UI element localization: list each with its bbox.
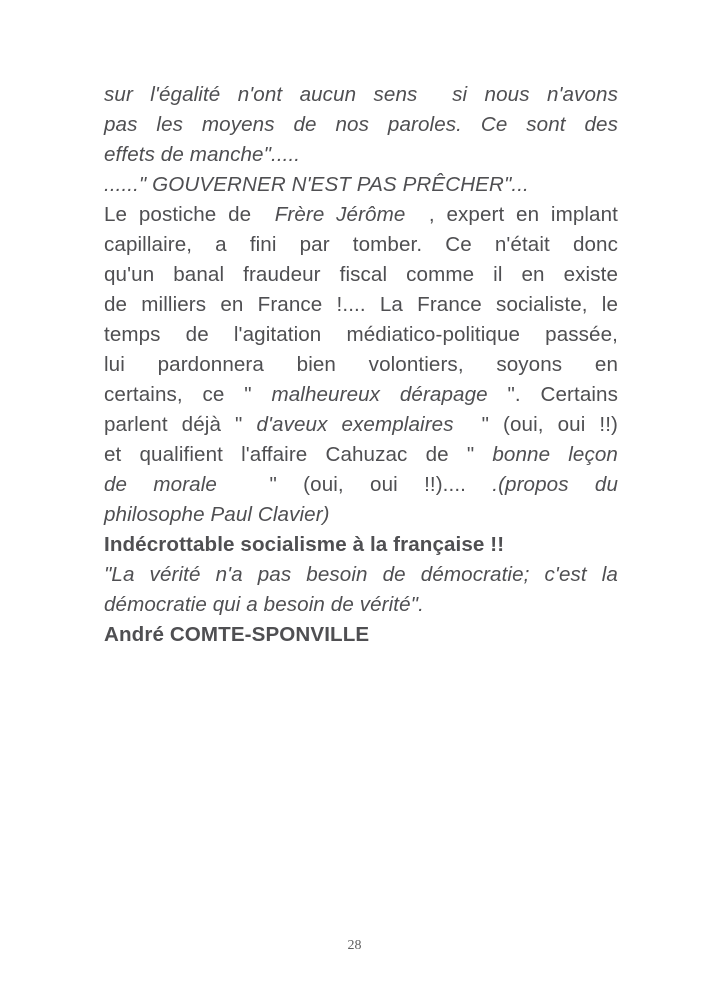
text-segment: André COMTE-SPONVILLE [104,623,370,646]
text-segment: " (oui, oui !!).... [216,473,466,496]
text-line [104,500,618,530]
text-line [104,350,618,380]
text-segment: malheureux dérapage [271,383,488,406]
text-segment: certains, ce " [104,383,272,406]
text-segment: pas les moyens de nos paroles. Ce sont des [104,113,618,136]
text-segment: de morale [104,473,217,496]
text-segment: ". Certains [487,383,618,406]
text-segment: et qualifient l'affaire Cahuzac de " [104,443,493,466]
text-line [104,530,618,560]
text-line [104,590,618,620]
text-segment: Indécrottable socialisme à la française !! [104,533,505,556]
text-line [104,140,618,170]
text-segment: sur l'égalité n'ont aucun sens si nous n'avons [104,83,618,106]
text-line [104,80,618,110]
text-segment: " (oui, oui !!) [453,413,618,436]
text-line [104,200,618,230]
text-line [104,440,618,470]
text-segment: d'aveux exemplaires [256,413,454,436]
text-line [104,470,618,500]
text-segment: Frère Jérôme [274,203,406,226]
text-line [104,380,618,410]
text-line [104,560,618,590]
text-segment: capillaire, a fini par tomber. Ce n'était donc [104,233,618,256]
text-segment: "La vérité n'a pas besoin de démocratie; c'est la [104,563,618,586]
text-line [104,170,618,200]
text-segment: .(propos du [465,473,618,496]
text-segment: parlent déjà " [104,413,257,436]
text-line [104,620,618,650]
text-segment: effets de manche"..... [104,143,301,166]
text-segment: Le postiche de [104,203,275,226]
text-segment: temps de l'agitation médiatico-politique passée, [104,323,618,346]
document-text-block [104,80,618,650]
text-line [104,290,618,320]
page-number: 28 [347,938,362,953]
text-line [104,320,618,350]
text-segment: ......" GOUVERNER N'EST PAS PRÊCHER"... [104,173,529,196]
text-segment: qu'un banal fraudeur fiscal comme il en existe [104,263,618,286]
text-segment: , expert en implant [405,203,618,226]
text-line [104,230,618,260]
text-segment: bonne leçon [492,443,618,466]
text-segment: démocratie qui a besoin de vérité". [104,593,424,616]
text-line [104,260,618,290]
text-segment: lui pardonnera bien volontiers, soyons en [104,353,618,376]
text-line [104,110,618,140]
text-segment: de milliers en France !.... La France socialiste, le [104,293,618,316]
text-segment: philosophe Paul Clavier) [104,503,330,526]
text-line [104,410,618,440]
